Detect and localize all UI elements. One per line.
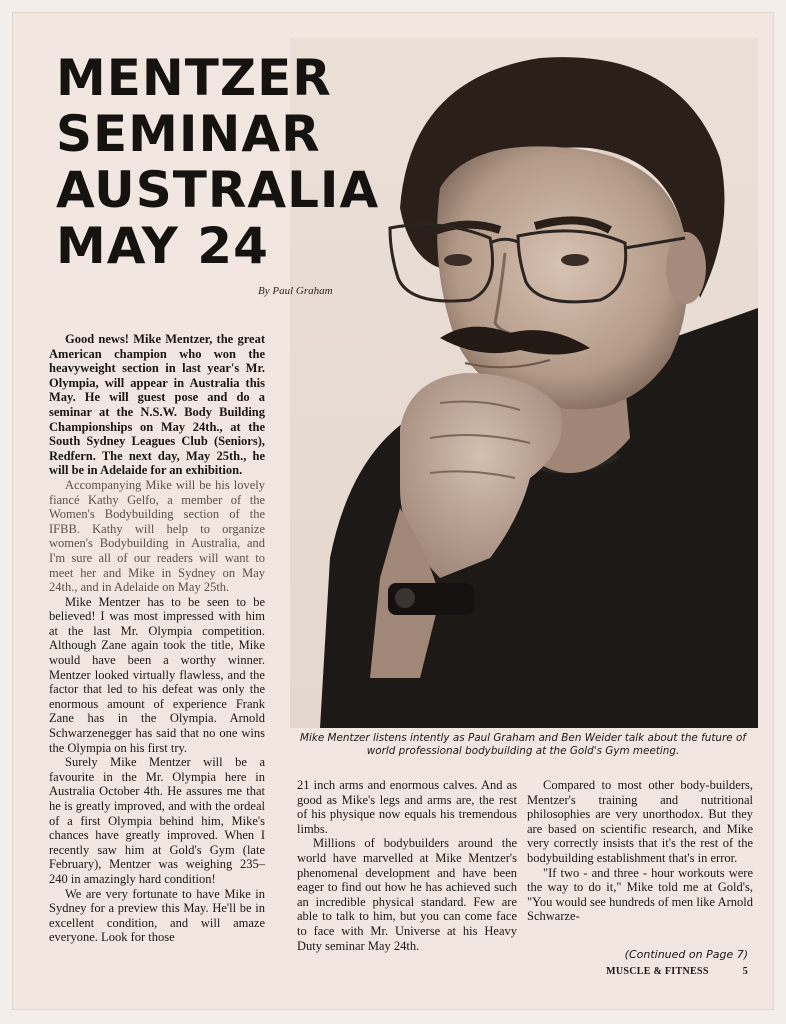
article-column-2: [297, 778, 517, 953]
byline: By Paul Graham: [258, 285, 333, 297]
paragraph: "If two - and three - hour workouts were the way to do it," Mike told me at Gold's, "You would see hundreds of men like Arnold Schwarze-: [527, 865, 753, 924]
article-column-3: [527, 778, 753, 924]
article-headline: [56, 50, 379, 274]
paragraph: Millions of bodybuilders around the world have marvelled at Mike Mentzer's phenomenal development and have been eager to find out how he has achieved such an incredible physical standard. Few are able to talk to him, but you can come face to face with Mr. Universe at his Heavy Duty seminar May 24th.: [297, 836, 517, 953]
page-footer: [606, 966, 748, 977]
paragraph: Good news! Mike Mentzer, the great American champion who won the heavyweight section in last year's Mr. Olympia, will appear in Australia this May. He will guest pose and do a seminar at the N.S.W. Body Building Championships on May 24th., at the South Sydney Leagues Club (Seniors), Redfern. The next day, May 25th., he will be in Adelaide for an exhibition.: [49, 332, 265, 478]
paragraph: Compared to most other body-builders, Mentzer's training and nutritional philosophies are very unorthodox. But they are based on scientific research, and Mike very correctly insists that it's the rest of the bodybuilding establishment that's in error.: [527, 778, 753, 865]
paragraph: Accompanying Mike will be his lovely fiancé Kathy Gelfo, a member of the Women's Bodybuilding section of the IFBB. Kathy will help to organize women's Bodybuilding in Australia, and I'm sure all of our readers will want to meet her and Mike in Sydney on May 24th., and in Adelaide on May 25th.: [49, 477, 265, 595]
paragraph: Mike Mentzer has to be seen to be believed! I was most impressed with him at the last Mr. Olympia competition. Although Zane again took the title, Mike would have been a worthy winner. Mentzer looked virtually flawless, and the factor that led to his defeat was only the enormous amount of experience Frank Zane has in the Olympia. Arnold Schwarzenegger has said that no one wins the Olympia on his first try.: [49, 594, 265, 755]
page-number: 5: [742, 966, 748, 977]
headline-line-4: MAY 24: [56, 217, 269, 275]
headline-line-2: SEMINAR: [56, 105, 321, 163]
magazine-name: MUSCLE & FITNESS: [606, 966, 709, 977]
paragraph: We are very fortunate to have Mike in Sydney for a preview this May. He'll be in excellent condition, and will amaze everyone. Look for those: [49, 886, 265, 945]
article-column-1: [49, 332, 265, 945]
paragraph: Surely Mike Mentzer will be a favourite in the Mr. Olympia here in Australia October 4th. He assures me that he is greatly improved, and with the ordeal of a first Olympia behind him, Mike's chances have greatly improved. When I recently saw him at Gold's Gym (late February), Mentzer was weighing 235–240 in amazingly hard condition!: [49, 755, 265, 886]
continued-notice: (Continued on Page 7): [624, 948, 748, 961]
headline-line-3: AUSTRALIA: [56, 161, 380, 219]
paragraph: 21 inch arms and enormous calves. And as good as Mike's legs and arms are, the rest of his physique now equals his tremendous limbs.: [297, 778, 517, 836]
magazine-page: [12, 12, 774, 1010]
photo-caption: Mike Mentzer listens intently as Paul Graham and Ben Weider talk about the future of world professional bodybuilding at the Gold's Gym meeting.: [299, 732, 746, 757]
headline-line-1: MENTZER: [56, 49, 332, 107]
